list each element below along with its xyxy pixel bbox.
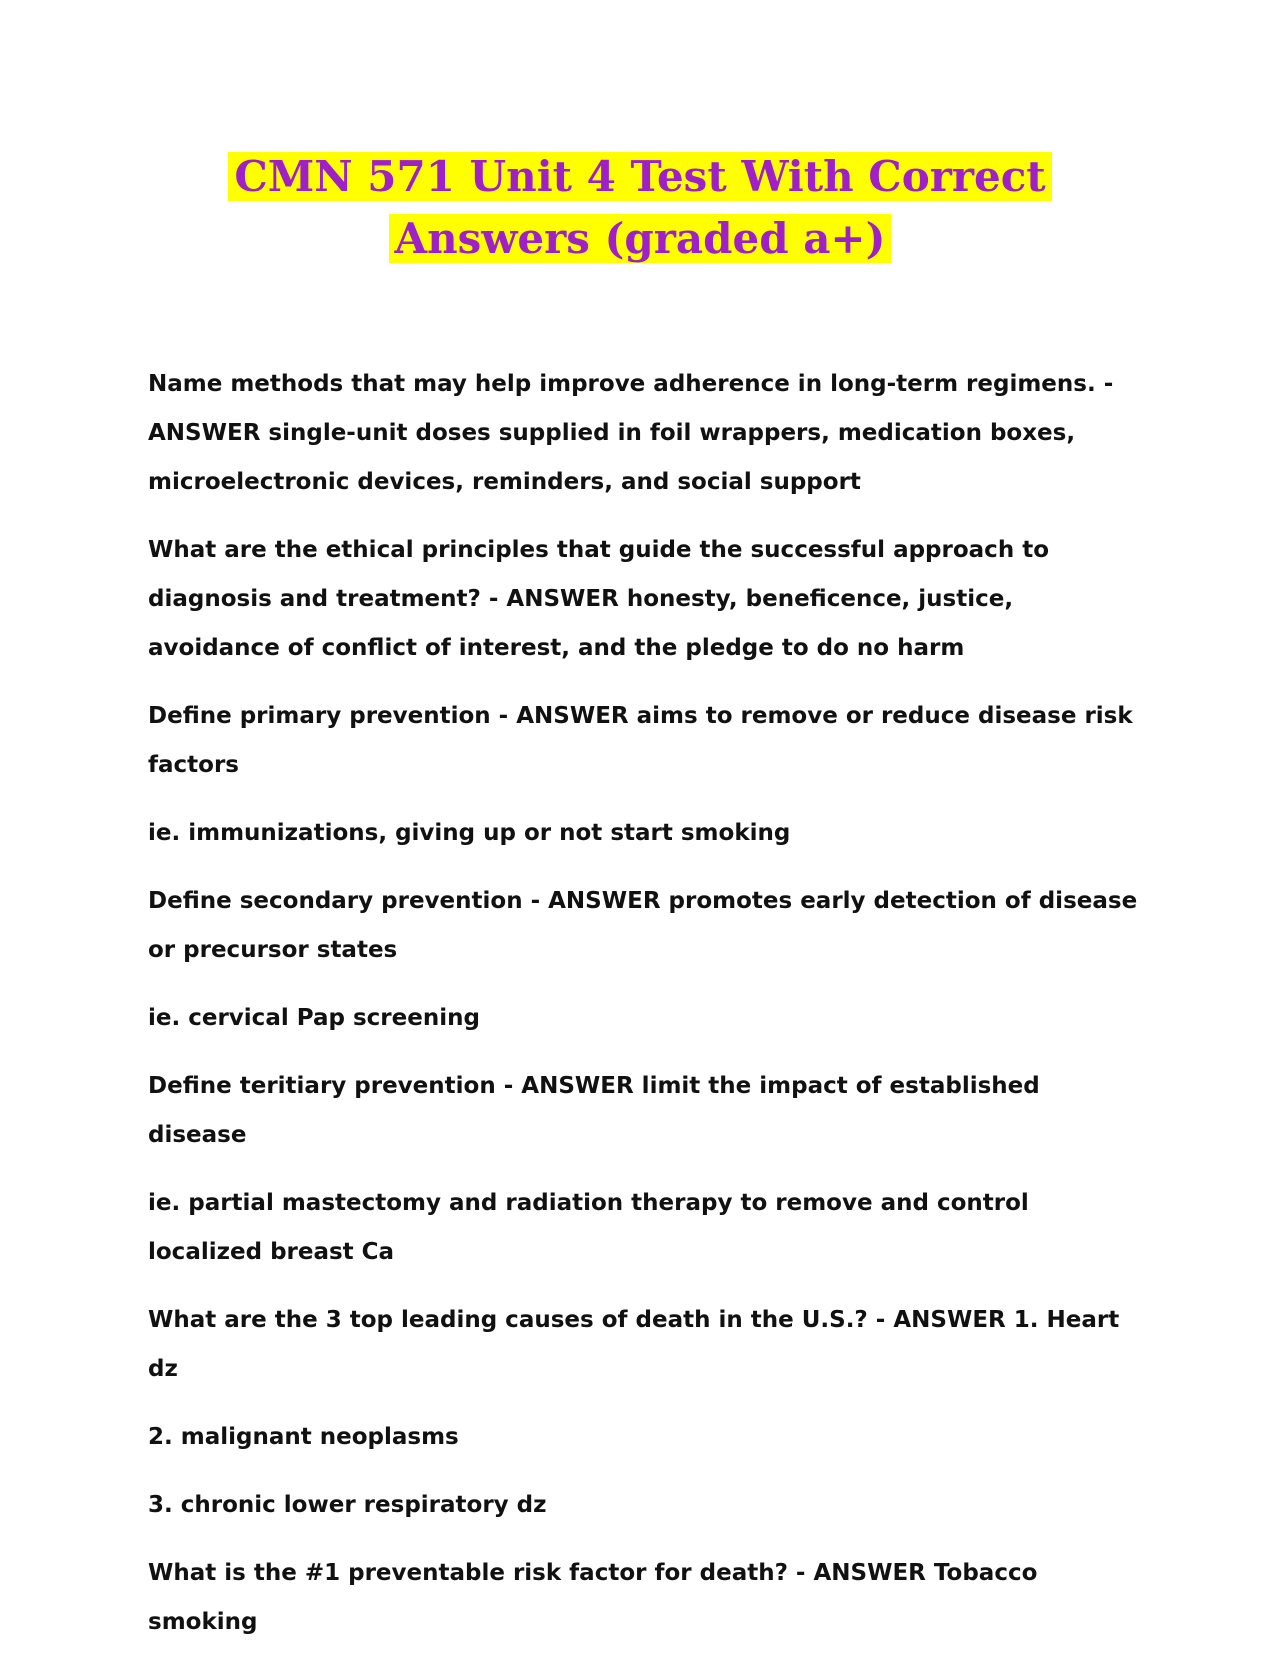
qa-preventable-risk-factor: What is the #1 preventable risk factor for death? - ANSWER Tobacco smoking bbox=[148, 1560, 1038, 1635]
leading-cause-2: 2. malignant neoplasms bbox=[148, 1424, 459, 1450]
qa-leading-causes-death: What are the 3 top leading causes of death in the U.S.? - ANSWER 1. Heart dz bbox=[148, 1307, 1120, 1382]
document-body bbox=[148, 360, 1138, 1666]
qa-adherence-methods: Name methods that may help improve adherence in long-term regimens. - ANSWER single-unit doses supplied in foil wrappers, medication boxes, microelectronic devices, reminders, and social support bbox=[148, 371, 1114, 495]
qa-primary-prevention: Define primary prevention - ANSWER aims to remove or reduce disease risk factors bbox=[148, 703, 1133, 778]
example-primary-prevention: ie. immunizations, giving up or not start smoking bbox=[148, 820, 791, 846]
leading-cause-3: 3. chronic lower respiratory dz bbox=[148, 1492, 547, 1518]
title-line-1 bbox=[0, 146, 1280, 208]
title-line-1-text: CMN 571 Unit 4 Test With Correct bbox=[228, 152, 1051, 201]
qa-tertiary-prevention: Define teritiary prevention - ANSWER limit the impact of established disease bbox=[148, 1073, 1040, 1148]
example-secondary-prevention: ie. cervical Pap screening bbox=[148, 1005, 480, 1031]
qa-secondary-prevention: Define secondary prevention - ANSWER promotes early detection of disease or precursor states bbox=[148, 888, 1138, 963]
title-line-2 bbox=[0, 208, 1280, 270]
example-tertiary-prevention: ie. partial mastectomy and radiation therapy to remove and control localized breast Ca bbox=[148, 1190, 1029, 1265]
title-line-2-text: Answers (graded a+) bbox=[389, 214, 892, 263]
document-title bbox=[0, 146, 1280, 270]
qa-ethical-principles: What are the ethical principles that guide the successful approach to diagnosis and treatment? - ANSWER honesty, beneficence, justice, avoidance of conflict of interest, and the pledge to do no harm bbox=[148, 537, 1049, 661]
